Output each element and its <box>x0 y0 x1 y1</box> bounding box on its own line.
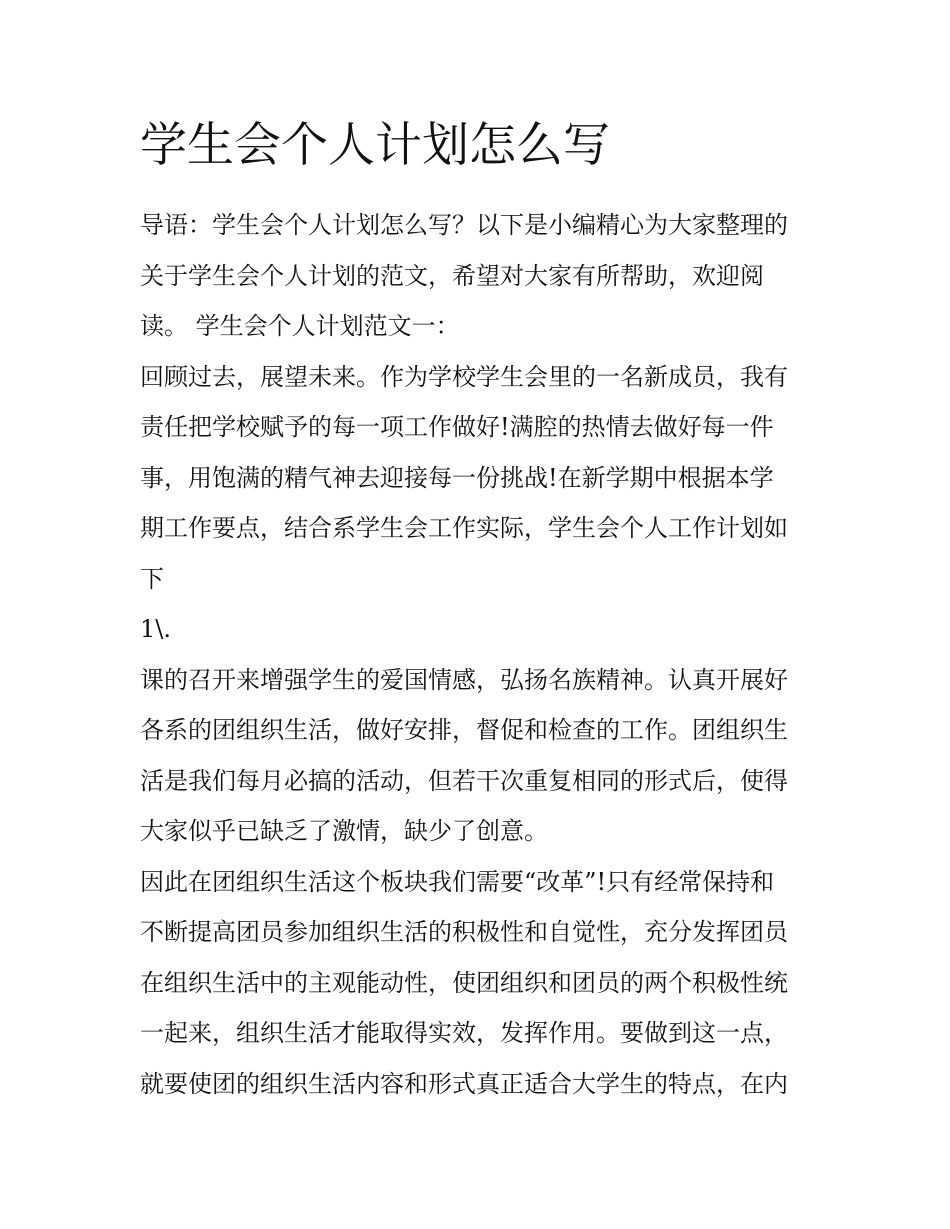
text-line: 下 <box>140 564 164 593</box>
document-content <box>140 112 812 1109</box>
text-line: 活是我们每月必搞的活动，但若干次重复相同的形式后，使得 <box>140 766 788 795</box>
text-line: 1\. <box>140 615 171 643</box>
text-line: 导语：学生会个人计划怎么写？以下是小编精心为大家整理的 <box>140 211 788 239</box>
text-line: 关于学生会个人计划的范文，希望对大家有所帮助，欢迎阅 <box>140 261 764 290</box>
text-line: 读。 学生会个人计划范文一： <box>140 312 460 340</box>
text-line: 在组织生活中的主观能动性，使团组织和团员的两个积极性统 <box>140 968 788 997</box>
text-line: 课的召开来增强学生的爱国情感，弘扬名族精神。认真开展好 <box>140 665 788 694</box>
document-title: 学生会个人计划怎么写 <box>140 118 610 173</box>
document-body <box>140 200 812 1109</box>
text-line: 期工作要点，结合系学生会工作实际，学生会个人工作计划如 <box>140 514 788 542</box>
text-line: 一起来，组织生活才能取得实效，发挥作用。要做到这一点， <box>140 1019 788 1047</box>
text-line: 就要使团的组织生活内容和形式真正适合大学生的特点，在内 <box>140 1069 788 1098</box>
text-line: 不断提高团员参加组织生活的积极性和自觉性，充分发挥团员 <box>140 918 788 946</box>
text-line: 各系的团组织生活，做好安排，督促和检查的工作。团组织生 <box>140 716 788 744</box>
text-line: 大家似乎已缺乏了激情，缺少了创意。 <box>140 817 548 845</box>
text-line: 因此在团组织生活这个板块我们需要“改革”!只有经常保持和 <box>140 867 775 896</box>
text-line: 回顾过去，展望未来。作为学校学生会里的一名新成员，我有 <box>140 362 788 391</box>
text-line: 事，用饱满的精气神去迎接每一份挑战!在新学期中根据本学 <box>140 463 774 492</box>
text-line: 责任把学校赋予的每一项工作做好!满腔的热情去做好每一件 <box>140 413 774 441</box>
